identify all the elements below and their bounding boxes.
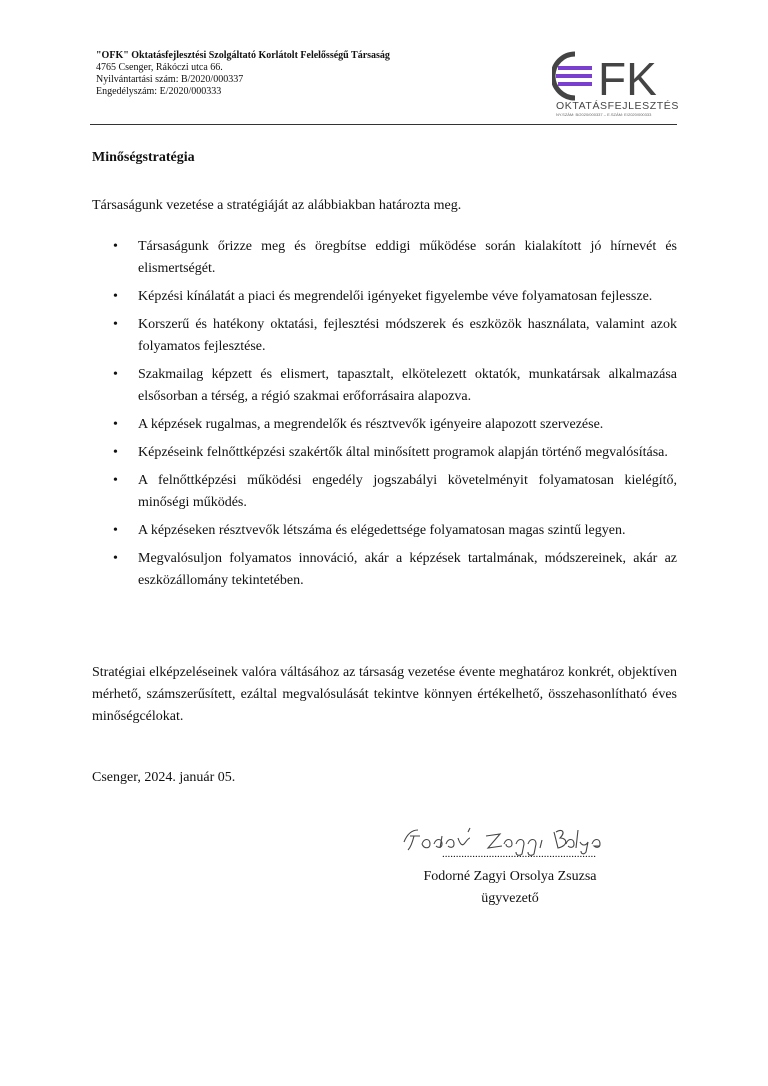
list-item-text: A felnőttképzési működési engedély jogszabályi követelményit folyamatosan kielégítő, minőségi működés.	[138, 473, 677, 510]
logo-tagline: OKTATÁSFEJLESZTÉS	[556, 100, 679, 112]
list-item-text: Korszerű és hatékony oktatási, fejlesztési módszerek és eszközök használata, valamint azok folyamatos fejlesztése.	[138, 317, 677, 354]
list-item-text: Képzéseink felnőttképzési szakértők által minősített programok alapján történő megvalósítása.	[138, 445, 668, 460]
intro-paragraph: Társaságunk vezetése a stratégiáját az alábbiakban határozta meg.	[92, 198, 462, 213]
ofk-logo	[552, 50, 680, 120]
letterhead	[96, 50, 680, 124]
license-number: Engedélyszám: E/2020/000333	[96, 86, 222, 97]
signer-role: ügyvezető	[481, 891, 539, 906]
bullet: •	[113, 523, 118, 538]
logo-wordmark: FK	[598, 53, 657, 105]
logo-small-text: NY.SZÁM: B/2020/000337 – E.SZÁM: E/2020/000333	[556, 112, 652, 117]
list-item	[92, 286, 677, 308]
list-item	[92, 548, 677, 592]
bullet: •	[113, 289, 118, 304]
list-item	[92, 364, 677, 408]
list-item	[92, 236, 677, 280]
header-divider	[90, 124, 677, 125]
list-item	[92, 520, 677, 542]
bullet: •	[113, 317, 118, 332]
bullet: •	[113, 239, 118, 254]
list-item-text: Megvalósuljon folyamatos innováció, akár a képzések tartalmának, módszereinek, akár az eszközállomány tekintetében.	[138, 551, 677, 588]
list-item	[92, 314, 677, 358]
list-item	[92, 470, 677, 514]
signature-line: ........................................................	[442, 848, 596, 860]
company-name: "OFK" Oktatásfejlesztési Szolgáltató Korlátolt Felelősségű Társaság	[96, 50, 390, 61]
company-address: 4765 Csenger, Rákóczi utca 66.	[96, 62, 223, 73]
bullet: •	[113, 367, 118, 382]
document-title: Minőségstratégia	[92, 150, 195, 165]
bullet: •	[113, 417, 118, 432]
list-item-text: Társaságunk őrizze meg és öregbítse eddigi működése során kialakított jó hírnevét és elismertségét.	[138, 239, 677, 276]
closing-paragraph: Stratégiai elképzeléseinek valóra váltásához az társaság vezetése évente meghatároz konkrét, objektíven mérhető, számszerűsített, ezáltal megvalósulását tekintve könnyen értékelhető, összehasonlítható éves minőségcélokat.	[92, 665, 677, 724]
list-item	[92, 414, 677, 436]
bullet: •	[113, 473, 118, 488]
list-item-text: Képzési kínálatát a piaci és megrendelői igényeket figyelembe véve folyamatosan fejlessze.	[138, 289, 653, 304]
bullet: •	[113, 551, 118, 566]
signer-name: Fodorné Zagyi Orsolya Zsuzsa	[423, 869, 597, 884]
bullet: •	[113, 445, 118, 460]
list-item	[92, 442, 677, 464]
strategy-list	[92, 236, 677, 598]
list-item-text: Szakmailag képzett és elismert, tapasztalt, elkötelezett oktatók, munkatársak alkalmazása elsősorban a térség, a régió szakmai erőforrásaira alapozva.	[138, 367, 677, 404]
signer-block	[380, 866, 640, 910]
list-item-text: A képzések rugalmas, a megrendelők és résztvevők igényeire alapozott szervezése.	[138, 417, 604, 432]
registry-number: Nyilvántartási szám: B/2020/000337	[96, 74, 244, 85]
logo-o-mark	[553, 54, 592, 98]
list-item-text: A képzéseken résztvevők létszáma és elégedettsége folyamatosan magas szintű legyen.	[138, 523, 626, 538]
date-line: Csenger, 2024. január 05.	[92, 770, 236, 785]
